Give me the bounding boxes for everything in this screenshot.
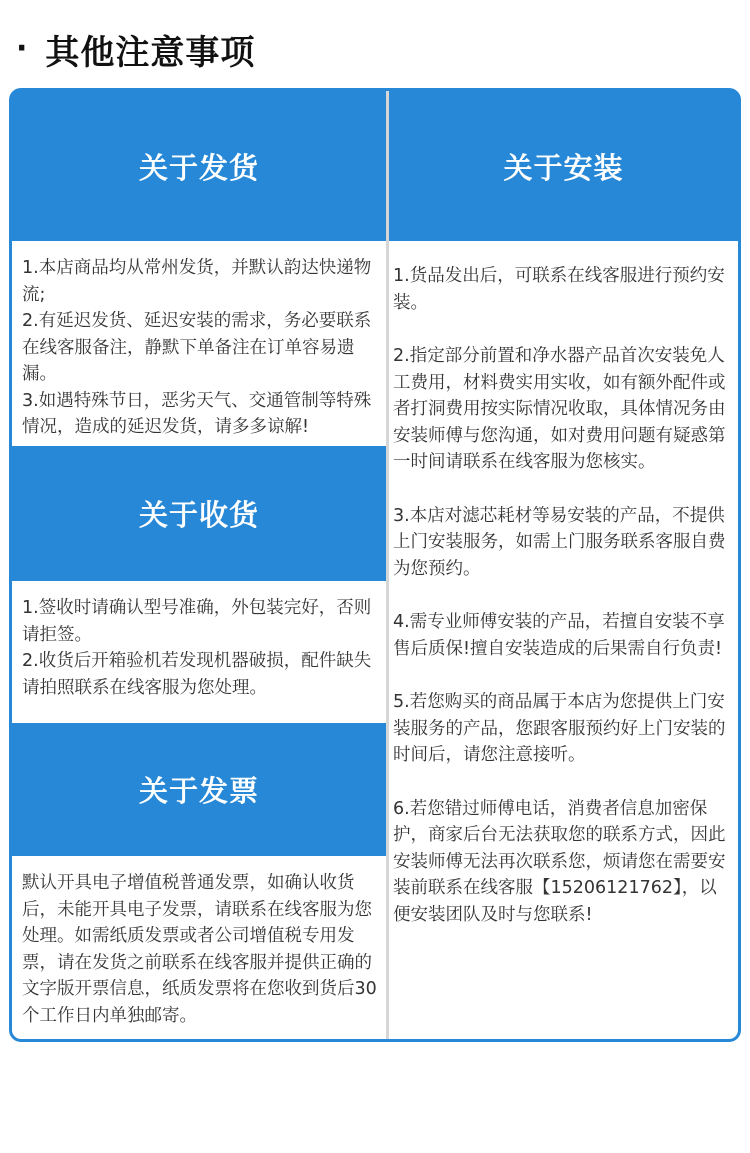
installation-header: 关于安装 xyxy=(503,150,624,185)
installation-content xyxy=(389,241,738,1039)
invoice-header: 关于发票 xyxy=(138,774,259,808)
shipping-line: 3.如遇特殊节日，恶劣天气、交通管制等特殊情况，造成的延迟发货，请多多谅解! xyxy=(22,390,372,437)
receiving-line: 1.签收时请确认型号准确，外包装完好，否则请拒签。 xyxy=(22,598,372,645)
shipping-header: 关于发货 xyxy=(138,150,259,185)
installation-item: 6.若您错过师傅电话，消费者信息加密保护，商家后台无法获取您的联系方式，因此安装师傅无法再次联系您，烦请您在需要安装前联系在线客服【15206121762】，以便安装团队及时与您联系! xyxy=(393,798,726,925)
section-heading xyxy=(16,24,255,74)
shipping-content xyxy=(12,241,386,446)
installation-item: 1.货品发出后，可联系在线客服进行预约安装。 xyxy=(393,266,725,313)
receiving-content xyxy=(12,581,386,723)
installation-item: 4.需专业师傅安装的产品，若擅自安装不享售后质保!擅自安装造成的后果需自行负责! xyxy=(393,612,725,659)
installation-item: 5.若您购买的商品属于本店为您提供上门安装服务的产品，您跟客服预约好上门安装的时间后，请您注意接听。 xyxy=(393,692,726,765)
receiving-header: 关于收货 xyxy=(138,498,259,532)
left-column xyxy=(12,91,386,1039)
installation-item: 2.指定部分前置和净水器产品首次安装免人工费用，材料费实用实收，如有额外配件或者打洞费用按实际情况收取，具体情况务由安装师傅与您沟通，如对费用问题有疑惑第一时间请联系在线客服为您核实。 xyxy=(393,346,726,472)
shipping-line: 1.本店商品均从常州发货，并默认韵达快递物流; xyxy=(22,258,372,305)
notice-panel xyxy=(9,88,741,1042)
invoice-content xyxy=(12,856,386,1039)
page-title: 其他注意事项 xyxy=(45,32,256,73)
receiving-line: 2.收货后开箱验机若发现机器破损，配件缺失请拍照联系在线客服为您处理。 xyxy=(22,651,372,698)
installation-item: 3.本店对滤芯耗材等易安装的产品，不提供上门安装服务，如需上门服务联系客服自费为您预约。 xyxy=(393,505,726,579)
invoice-text: 默认开具电子增值税普通发票，如确认收货后，未能开具电子发票，请联系在线客服为您处理。如需纸质发票或者公司增值税专用发票，请在发货之前联系在线客服并提供正确的文字版开票信息，纸质发票将在您收到货后30个工作日内单独邮寄。 xyxy=(22,873,377,1026)
bullet-dot: · xyxy=(16,31,28,66)
shipping-line: 2.有延迟发货、延迟安装的需求，务必要联系在线客服备注，静默下单备注在订单容易遗漏。 xyxy=(22,311,372,384)
right-column xyxy=(389,91,738,1039)
